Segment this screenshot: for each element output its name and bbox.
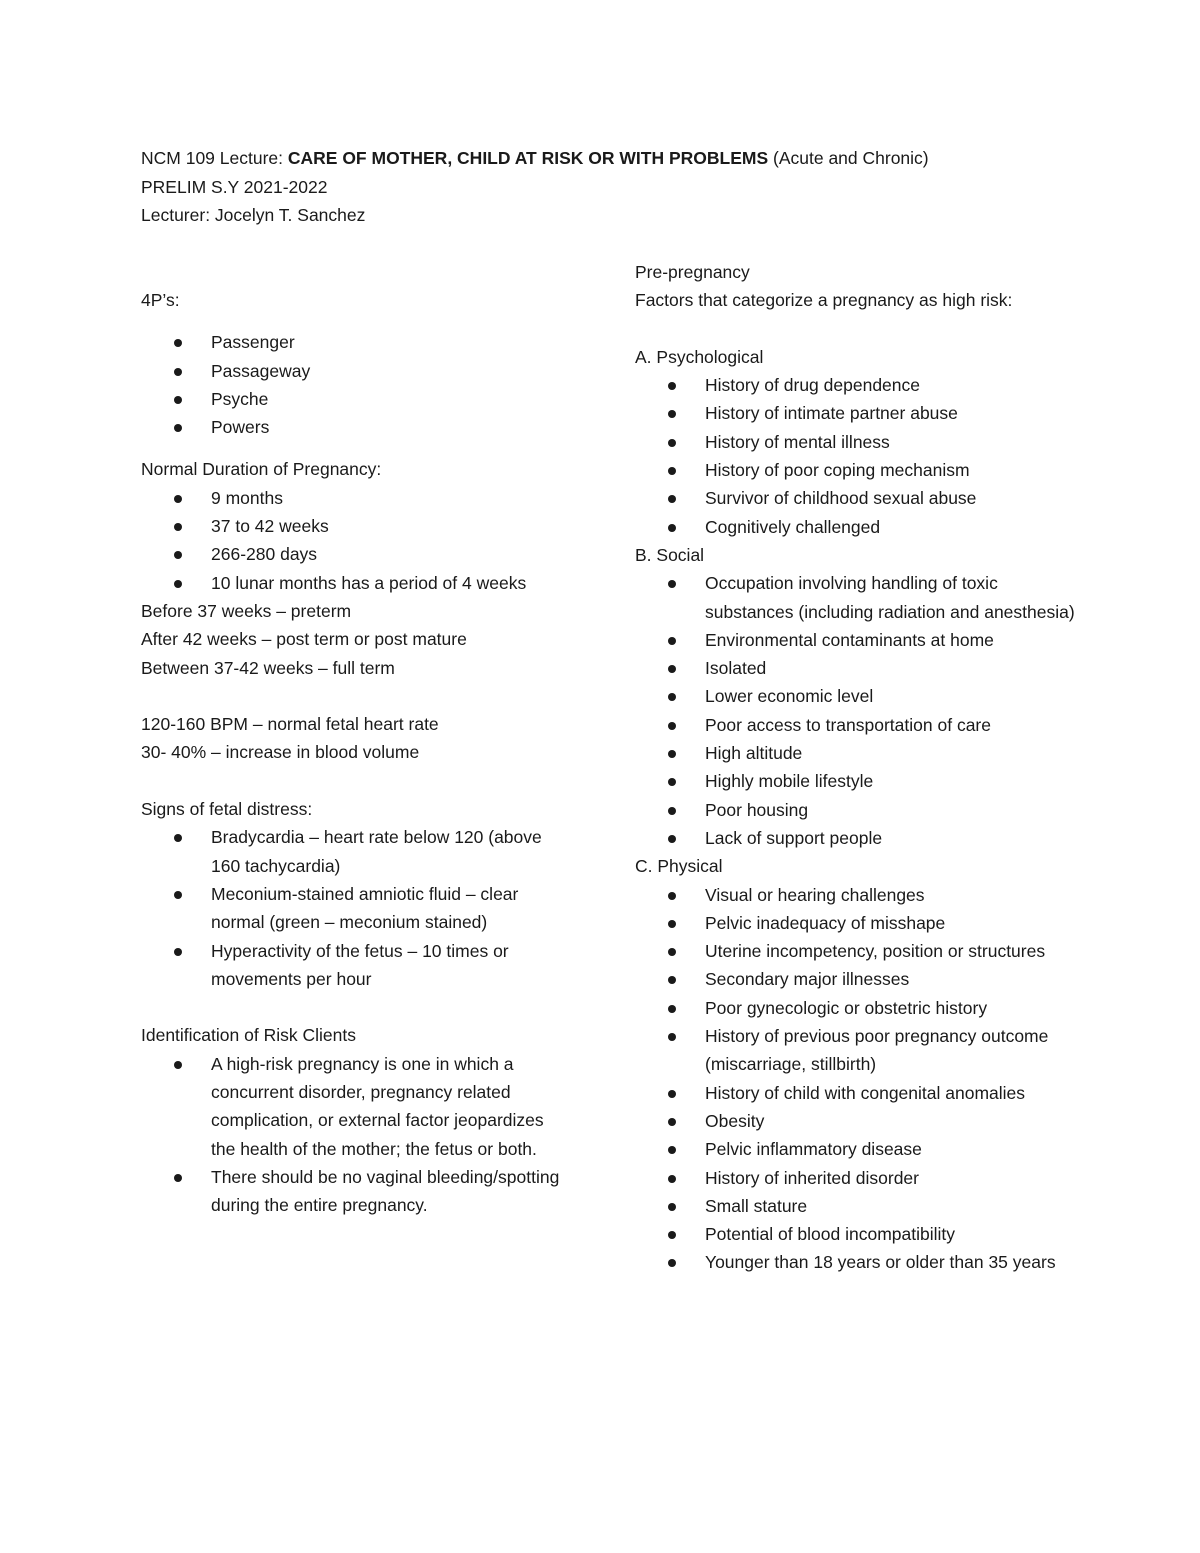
list-item <box>635 994 1075 1022</box>
list-item-text: Isolated <box>705 658 767 679</box>
duration-list <box>141 484 571 597</box>
list-item-text: 266-280 days <box>211 544 318 565</box>
social-heading: B. Social <box>635 544 705 565</box>
bullet-icon <box>668 637 676 645</box>
list-item <box>635 1079 1075 1107</box>
bullet-icon <box>174 1061 182 1069</box>
factors-heading: Factors that categorize a pregnancy as high risk: <box>635 290 1013 311</box>
bullet-icon <box>668 807 676 815</box>
list-item <box>635 1220 1075 1248</box>
bullet-icon <box>668 1231 676 1239</box>
physical-list <box>635 881 1075 1277</box>
list-item-text: Survivor of childhood sexual abuse <box>705 488 977 509</box>
list-item-text: Cognitively challenged <box>705 516 881 537</box>
list-item <box>141 357 571 385</box>
bullet-icon <box>668 1259 676 1267</box>
bullet-icon <box>668 835 676 843</box>
bullet-icon <box>668 693 676 701</box>
list-item <box>635 1248 1075 1276</box>
bullet-icon <box>668 1005 676 1013</box>
right-column <box>635 258 1075 1277</box>
fourps-heading: 4P’s: <box>141 290 180 310</box>
list-item <box>141 512 571 540</box>
list-item-text: Poor access to transportation of care <box>705 714 991 735</box>
list-item <box>141 1050 571 1163</box>
bullet-icon <box>668 778 676 786</box>
bullet-icon <box>668 1118 676 1126</box>
list-item-text: History of poor coping mechanism <box>705 460 970 481</box>
list-item <box>635 1164 1075 1192</box>
bullet-icon <box>174 495 182 503</box>
bullet-icon <box>668 467 676 475</box>
list-item <box>635 711 1075 739</box>
list-item <box>635 484 1075 512</box>
list-item <box>141 569 571 597</box>
list-item-text: History of drug dependence <box>705 375 920 396</box>
list-item <box>635 937 1075 965</box>
list-item-text: 10 lunar months has a period of 4 weeks <box>211 572 527 593</box>
list-item-text: Powers <box>211 417 270 438</box>
bullet-icon <box>668 892 676 900</box>
risk-heading: Identification of Risk Clients <box>141 1025 356 1046</box>
list-item <box>141 413 571 441</box>
bullet-icon <box>668 495 676 503</box>
term-line: PRELIM S.Y 2021-2022 <box>141 176 328 197</box>
bullet-icon <box>174 424 182 432</box>
list-item-text: History of child with congenital anomalies <box>705 1082 1026 1103</box>
list-item-text: Younger than 18 years or older than 35 years <box>705 1252 1056 1273</box>
bullet-icon <box>174 891 182 899</box>
bullet-icon <box>174 834 182 842</box>
bullet-icon <box>668 976 676 984</box>
psychological-list <box>635 371 1075 541</box>
list-item-text: Pelvic inadequacy of misshape <box>705 912 946 933</box>
term-line-preterm: Before 37 weeks – preterm <box>141 600 352 621</box>
list-item-text: History of previous poor pregnancy outcome (miscarriage, stillbirth) <box>705 1026 1049 1075</box>
distress-heading: Signs of fetal distress: <box>141 799 313 820</box>
bullet-icon <box>174 948 182 956</box>
list-item <box>635 682 1075 710</box>
list-item <box>635 965 1075 993</box>
course-prefix: NCM 109 Lecture: <box>141 148 288 168</box>
list-item-text: Obesity <box>705 1110 765 1131</box>
list-item-text: Secondary major illnesses <box>705 969 910 990</box>
list-item <box>635 739 1075 767</box>
list-item <box>635 1135 1075 1163</box>
list-item <box>635 796 1075 824</box>
bullet-icon <box>668 1175 676 1183</box>
bullet-icon <box>174 551 182 559</box>
list-item <box>635 513 1075 541</box>
term-line-fullterm: Between 37-42 weeks – full term <box>141 657 395 678</box>
list-item-text: Bradycardia – heart rate below 120 (above 160 tachycardia) <box>211 827 542 876</box>
social-list <box>635 569 1075 852</box>
fourps-list <box>141 328 571 441</box>
list-item <box>141 880 571 937</box>
list-item <box>141 937 571 994</box>
list-item-text: There should be no vaginal bleeding/spotting during the entire pregnancy. <box>211 1166 560 1216</box>
bullet-icon <box>668 750 676 758</box>
list-item <box>141 1163 571 1220</box>
list-item-text: Environmental contaminants at home <box>705 629 994 650</box>
prepregnancy-heading: Pre-pregnancy <box>635 262 750 282</box>
list-item-text: Poor housing <box>705 799 809 820</box>
list-item <box>141 385 571 413</box>
duration-heading: Normal Duration of Pregnancy: <box>141 459 382 480</box>
document-header <box>141 144 1141 230</box>
list-item-text: High altitude <box>705 743 803 764</box>
list-item-text: 9 months <box>211 487 283 508</box>
list-item <box>635 1192 1075 1220</box>
list-item-text: Highly mobile lifestyle <box>705 771 874 792</box>
list-item-text: History of inherited disorder <box>705 1167 919 1188</box>
bullet-icon <box>668 1033 676 1041</box>
list-item-text: A high-risk pregnancy is one in which a concurrent disorder, pregnancy related complication, or external factor jeopardizes the health of the mother; the fetus or both. <box>211 1053 544 1159</box>
list-item <box>141 484 571 512</box>
list-item-text: Psyche <box>211 388 269 409</box>
bullet-icon <box>174 1174 182 1182</box>
list-item-text: Meconium-stained amniotic fluid – clear normal (green – meconium stained) <box>211 883 519 933</box>
list-item-text: Visual or hearing challenges <box>705 884 925 905</box>
list-item-text: Passenger <box>211 332 295 353</box>
list-item <box>635 824 1075 852</box>
bullet-icon <box>668 580 676 588</box>
physical-heading: C. Physical <box>635 856 723 877</box>
bullet-icon <box>174 580 182 588</box>
bullet-icon <box>668 410 676 418</box>
list-item <box>635 428 1075 456</box>
list-item-text: 37 to 42 weeks <box>211 516 329 537</box>
bullet-icon <box>668 524 676 532</box>
list-item <box>635 399 1075 427</box>
list-item-text: Potential of blood incompatibility <box>705 1224 956 1245</box>
bullet-icon <box>174 396 182 404</box>
list-item-text: Hyperactivity of the fetus – 10 times or movements per hour <box>211 940 509 989</box>
bullet-icon <box>668 439 676 447</box>
list-item-text: Pelvic inflammatory disease <box>705 1139 922 1160</box>
bullet-icon <box>174 523 182 531</box>
vital-blood-volume: 30- 40% – increase in blood volume <box>141 742 420 763</box>
bullet-icon <box>668 1203 676 1211</box>
list-item-text: Uterine incompetency, position or structures <box>705 941 1046 962</box>
course-title: CARE OF MOTHER, CHILD AT RISK OR WITH PROBLEMS <box>287 148 769 168</box>
lecturer-line: Lecturer: Jocelyn T. Sanchez <box>141 205 366 225</box>
bullet-icon <box>668 1146 676 1154</box>
distress-list <box>141 823 571 993</box>
list-item <box>141 328 571 356</box>
list-item <box>141 823 571 880</box>
list-item-text: History of mental illness <box>705 431 890 452</box>
bullet-icon <box>668 382 676 390</box>
list-item <box>635 654 1075 682</box>
bullet-icon <box>668 948 676 956</box>
list-item <box>141 540 571 568</box>
list-item <box>635 569 1075 626</box>
course-line <box>141 144 1141 173</box>
list-item-text: History of intimate partner abuse <box>705 403 958 424</box>
list-item <box>635 1022 1075 1079</box>
list-item <box>635 456 1075 484</box>
list-item-text: Poor gynecologic or obstetric history <box>705 997 988 1018</box>
bullet-icon <box>668 665 676 673</box>
term-line-postterm: After 42 weeks – post term or post mature <box>141 629 467 650</box>
left-column <box>141 286 571 1220</box>
bullet-icon <box>668 920 676 928</box>
list-item <box>635 881 1075 909</box>
list-item-text: Lack of support people <box>705 827 883 848</box>
list-item <box>635 767 1075 795</box>
risk-list <box>141 1050 571 1220</box>
list-item <box>635 626 1075 654</box>
bullet-icon <box>174 339 182 347</box>
bullet-icon <box>174 368 182 376</box>
list-item-text: Lower economic level <box>705 686 874 707</box>
bullet-icon <box>668 722 676 730</box>
list-item <box>635 909 1075 937</box>
course-suffix: (Acute and Chronic) <box>768 148 929 168</box>
list-item <box>635 1107 1075 1135</box>
list-item-text: Passageway <box>211 360 311 381</box>
list-item <box>635 371 1075 399</box>
bullet-icon <box>668 1090 676 1098</box>
list-item-text: Small stature <box>705 1195 808 1216</box>
vital-fetal-heart-rate: 120-160 BPM – normal fetal heart rate <box>141 714 439 735</box>
list-item-text: Occupation involving handling of toxic substances (including radiation and anesthesia) <box>705 573 1075 622</box>
psychological-heading: A. Psychological <box>635 346 764 367</box>
